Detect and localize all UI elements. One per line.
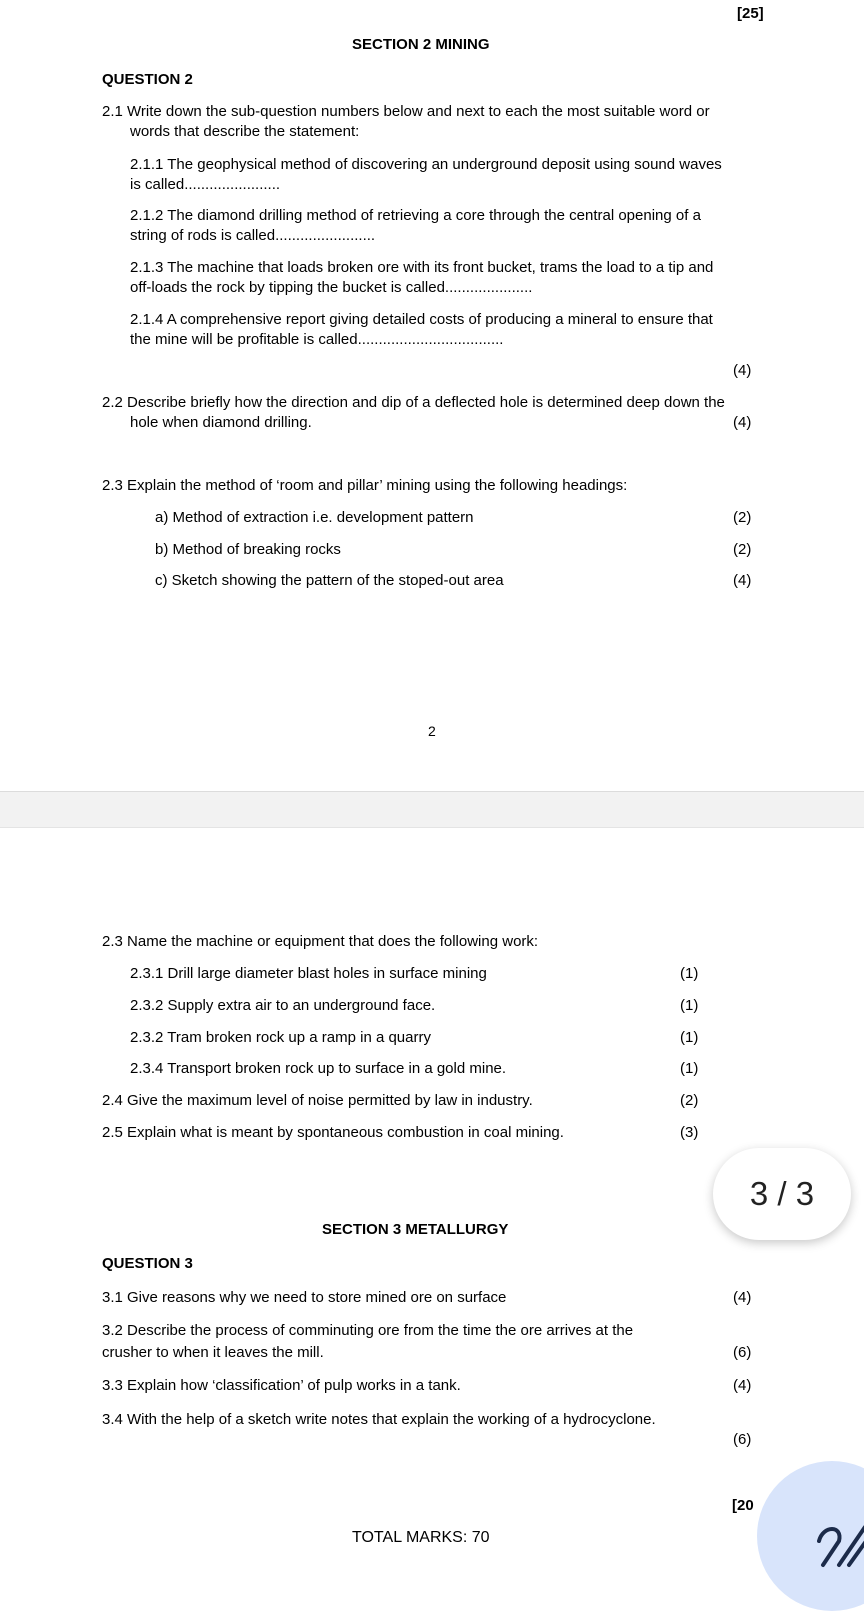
q2-5-marks: (3) bbox=[680, 1124, 699, 1141]
q2-3-3-marks: (1) bbox=[680, 1029, 699, 1046]
question-3-title: QUESTION 3 bbox=[102, 1255, 193, 1272]
q2-3b-heading: 2.3 Name the machine or equipment that does the following work: bbox=[102, 933, 539, 950]
q2-3-item-a: a) Method of extraction i.e. development pattern bbox=[155, 509, 474, 526]
q2-1-1-line1: 2.1.1 The geophysical method of discovering an underground deposit using sound waves bbox=[130, 156, 722, 173]
q3-2-line2: crusher to when it leaves the mill. bbox=[102, 1344, 324, 1361]
q2-3-4-item: 2.3.4 Transport broken rock up to surface in a gold mine. bbox=[130, 1060, 507, 1077]
q2-3-heading: 2.3 Explain the method of ‘room and pillar’ mining using the following headings: bbox=[102, 477, 628, 494]
q2-4-text: 2.4 Give the maximum level of noise permitted by law in industry. bbox=[102, 1092, 533, 1109]
q2-1-line1: 2.1 Write down the sub-question numbers below and next to each the most suitable word or bbox=[102, 103, 710, 120]
q2-5-text: 2.5 Explain what is meant by spontaneous combustion in coal mining. bbox=[102, 1124, 564, 1141]
q3-4-text: 3.4 With the help of a sketch write notes that explain the working of a hydrocyclone. bbox=[102, 1411, 656, 1428]
q3-3-marks: (4) bbox=[733, 1377, 752, 1394]
q3-1-text: 3.1 Give reasons why we need to store mined ore on surface bbox=[102, 1289, 507, 1306]
q2-1-3-line1: 2.1.3 The machine that loads broken ore with its front bucket, trams the load to a tip and bbox=[130, 259, 714, 276]
page-number: 2 bbox=[428, 723, 436, 739]
q2-2-line1: 2.2 Describe briefly how the direction and dip of a deflected hole is determined deep down the bbox=[102, 394, 725, 411]
q2-3-item-c-marks: (4) bbox=[733, 572, 752, 589]
page-indicator bbox=[713, 1148, 851, 1240]
q2-1-4-line2: the mine will be profitable is called................................... bbox=[130, 331, 504, 348]
q3-2-marks: (6) bbox=[733, 1344, 752, 1361]
q2-1-marks: (4) bbox=[733, 362, 752, 379]
q2-1-line2: words that describe the statement: bbox=[130, 123, 360, 140]
section-3-marks: [20 bbox=[732, 1497, 754, 1514]
q2-2-line2: hole when diamond drilling. bbox=[130, 414, 312, 431]
q3-4-marks: (6) bbox=[733, 1431, 752, 1448]
q2-2-marks: (4) bbox=[733, 414, 752, 431]
q3-3-text: 3.3 Explain how ‘classification’ of pulp works in a tank. bbox=[102, 1377, 461, 1394]
section-2-title: SECTION 2 MINING bbox=[352, 36, 490, 53]
total-marks: TOTAL MARKS: 70 bbox=[352, 1529, 490, 1546]
fast-scroll-icon bbox=[809, 1513, 864, 1573]
q2-3-item-b-marks: (2) bbox=[733, 541, 752, 558]
q2-4-marks: (2) bbox=[680, 1092, 699, 1109]
q2-1-2-line2: string of rods is called........................ bbox=[130, 227, 376, 244]
section-3-title: SECTION 3 METALLURGY bbox=[322, 1221, 509, 1238]
q2-3-2-marks: (1) bbox=[680, 997, 699, 1014]
q2-3-item-b: b) Method of breaking rocks bbox=[155, 541, 341, 558]
q2-3-item-c: c) Sketch showing the pattern of the stoped-out area bbox=[155, 572, 504, 589]
page-gap bbox=[0, 791, 864, 828]
q3-1-marks: (4) bbox=[733, 1289, 752, 1306]
section-marks-25: [25] bbox=[737, 5, 764, 22]
q2-3-1-marks: (1) bbox=[680, 965, 699, 982]
q2-3-4-marks: (1) bbox=[680, 1060, 699, 1077]
q2-1-2-line1: 2.1.2 The diamond drilling method of retrieving a core through the central opening of a bbox=[130, 207, 701, 224]
q2-3-2-item: 2.3.2 Supply extra air to an underground face. bbox=[130, 997, 436, 1014]
page-indicator-label: 3 / 3 bbox=[749, 1175, 815, 1212]
q3-2-line1: 3.2 Describe the process of comminuting ore from the time the ore arrives at the bbox=[102, 1322, 634, 1339]
fast-scroll-button[interactable] bbox=[757, 1461, 864, 1611]
q2-3-1-item: 2.3.1 Drill large diameter blast holes in surface mining bbox=[130, 965, 487, 982]
q2-1-3-line2: off-loads the rock by tipping the bucket is called..................... bbox=[130, 279, 533, 296]
q2-1-1-line2: is called....................... bbox=[130, 176, 281, 193]
q2-1-4-line1: 2.1.4 A comprehensive report giving detailed costs of producing a mineral to ensure that bbox=[130, 311, 713, 328]
q2-3-3-item: 2.3.2 Tram broken rock up a ramp in a quarry bbox=[130, 1029, 431, 1046]
question-2-title: QUESTION 2 bbox=[102, 71, 193, 88]
q2-3-item-a-marks: (2) bbox=[733, 509, 752, 526]
